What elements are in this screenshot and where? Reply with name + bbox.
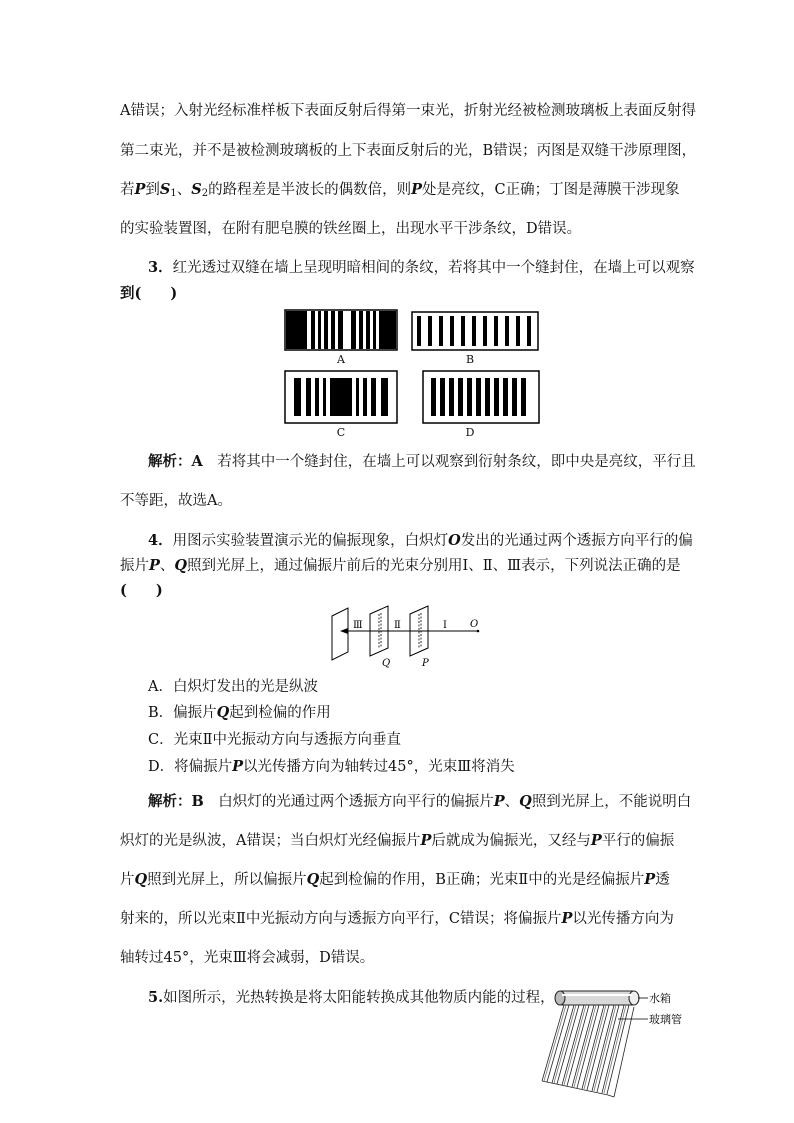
q4-option-b: B．偏振片Q起到检偏的作用 [148,704,331,721]
fringe-label-d: D [465,426,475,439]
q4-stem-line-3: ( ) [120,582,163,599]
source-label-o: O [470,619,479,630]
q3-fringe-figure [280,308,550,448]
beam-label-i: Ⅰ [443,620,447,631]
q2-analysis-line-3: 若P到$S_1$、$S_2$的路程差是半波长的偶数倍，则P处是亮纹，C正确；丁图是薄膜干涉现象 [120,181,680,199]
q2-analysis-line-2: 第二束光，并不是被检测玻璃板的上下表面反射后的光，B错误；丙图是双缝干涉原理图， [120,143,697,159]
fringe-label-b: B [465,353,475,366]
q2-analysis-line-4: 的实验装置图，在附有肥皂膜的铁丝圈上，出现水平干涉条纹，D错误。 [120,221,582,237]
label-glass-tubes: 玻璃管 [649,1013,682,1026]
fringe-pattern-a [285,310,397,350]
water-tank [555,991,639,1005]
q3-analysis-line-2: 不等距，故选A。 [120,493,232,509]
filter-label-p: P [422,658,429,669]
q3-stem-line-2: 到( ) [120,285,178,302]
light-screen [332,608,348,660]
q4-analysis-line-3: 片Q照到光屏上，所以偏振片Q起到检偏的作用，B正确；光束Ⅱ中的光是经偏振片P透 [120,871,670,888]
label-water-tank: 水箱 [649,992,671,1005]
q4-option-d: D．将偏振片P以光传播方向为轴转过45°，光束Ⅲ将消失 [148,758,515,775]
q4-polarizer-figure [326,600,496,670]
q4-option-a: A．白炽灯发出的光是纵波 [148,679,318,695]
fringe-label-c: C [336,426,346,439]
q4-analysis-line-4: 射来的，所以光束Ⅱ中光振动方向与透振方向平行，C错误；将偏振片P以光传播方向为 [120,910,674,927]
q3-analysis-line-1: 解析：A 若将其中一个缝封住，在墙上可以观察到衍射条纹，即中央是亮纹，平行且 [148,453,696,470]
beam-label-ii: Ⅱ [394,620,401,631]
filter-label-q: Q [382,658,391,669]
q4-analysis-line-5: 轴转过45°，光束Ⅲ将会减弱，D错误。 [120,950,375,966]
q4-analysis-line-2: 炽灯的光是纵波，A错误；当白炽灯光经偏振片P后就成为偏振光，又经与P平行的偏振 [120,832,675,849]
fringe-pattern-c [285,371,397,423]
q5-stem: 5.如图所示，光热转换是将太阳能转换成其他物质内能的过程， [148,989,555,1006]
beam-label-iii: Ⅲ [353,620,363,631]
fringe-pattern-d [423,371,539,423]
q4-option-c: C．光束Ⅱ中光振动方向与透振方向垂直 [148,732,401,748]
fringe-label-a: A [337,353,345,366]
q3-stem-line-1: 3．红光透过双缝在墙上呈现明暗相间的条纹，若将其中一个缝封住，在墙上可以观察 [148,259,695,276]
fringe-pattern-b [412,312,538,350]
solar-heater-figure [538,985,688,1100]
q4-stem-line-1: 4．用图示实验装置演示光的偏振现象，白炽灯O发出的光通过两个透振方向平行的偏 [148,532,693,549]
q4-stem-line-2: 振片P、Q照到光屏上，通过偏振片前后的光束分别用Ⅰ、Ⅱ、Ⅲ表示，下列说法正确的是 [120,557,681,574]
q4-analysis-line-1: 解析：B 白炽灯的光通过两个透振方向平行的偏振片P、Q照到光屏上，不能说明白 [148,793,692,810]
q2-analysis-line-1: A错误；入射光经标准样板下表面反射后得第一束光，折射光经被检测玻璃板上表面反射得 [120,103,696,119]
